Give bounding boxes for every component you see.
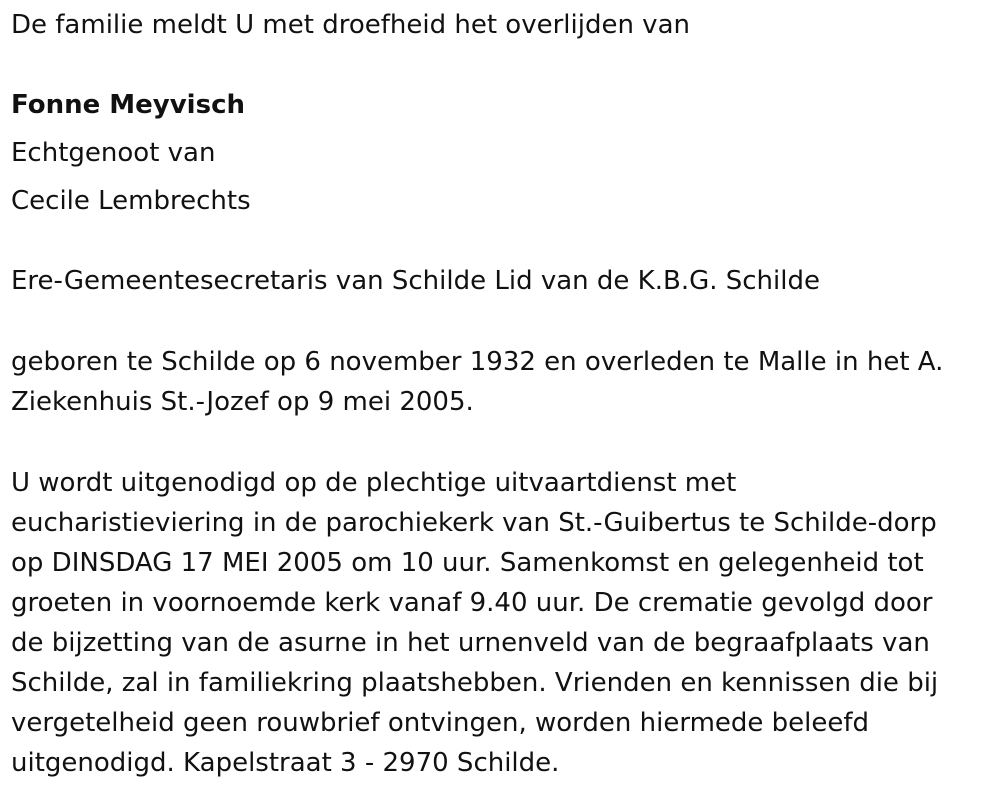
paragraph-line: uitgenodigd. Kapelstraat 3 - 2970 Schilde. — [11, 748, 560, 778]
spouse-name: Cecile Lembrechts — [11, 186, 251, 216]
paragraph-line: op DINSDAG 17 MEI 2005 om 10 uur. Samenkomst en gelegenheid tot — [11, 548, 924, 578]
paragraph-line: Schilde, zal in familiekring plaatshebben. Vrienden en kennissen die bij — [11, 668, 939, 698]
titles-text: Ere-Gemeentesecretaris van Schilde Lid van de K.B.G. Schilde — [11, 266, 820, 296]
paragraph-line: geboren te Schilde op 6 november 1932 en overleden te Malle in het A. — [11, 347, 944, 377]
relation-label: Echtgenoot van — [11, 138, 216, 168]
deceased-name: Fonne Meyvisch — [11, 90, 245, 120]
paragraph-line: vergetelheid geen rouwbrief ontvingen, worden hiermede beleefd — [11, 708, 870, 738]
paragraph-line: U wordt uitgenodigd op de plechtige uitvaartdienst met — [11, 468, 737, 498]
birth-death-paragraph — [11, 342, 986, 422]
paragraph-line: eucharistieviering in de parochiekerk van St.-Guibertus te Schilde-dorp — [11, 508, 937, 538]
intro-text: De familie meldt U met droefheid het overlijden van — [11, 10, 690, 40]
paragraph-line: Ziekenhuis St.-Jozef op 9 mei 2005. — [11, 387, 474, 417]
paragraph-line: de bijzetting van de asurne in het urnenveld van de begraafplaats van — [11, 628, 930, 658]
funeral-paragraph — [11, 463, 986, 783]
paragraph-line: groeten in voornoemde kerk vanaf 9.40 uur. De crematie gevolgd door — [11, 588, 933, 618]
